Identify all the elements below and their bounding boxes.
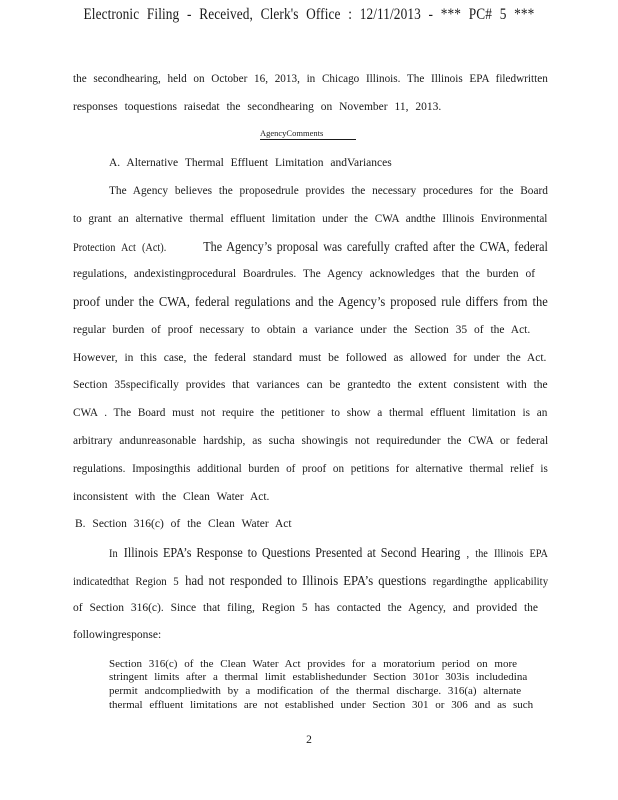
section-a-title: A. Alternative Thermal Effluent Limitation andVariances	[109, 157, 392, 169]
section-a-line-2: to grant an alternative thermal effluent limitation under the CWA andthe Illinois Environmental	[73, 213, 548, 225]
section-a-line-7: However, in this case, the federal standard must be followed as allowed for under the Act.	[73, 352, 547, 364]
response-document-title: Illinois EPA’s Response to Questions Presented at Second Hearing	[123, 545, 461, 560]
section-a-line-4: regulations, andexistingprocedural Boardrules. The Agency acknowledges that the burden of	[73, 268, 536, 280]
section-b-line-1-part-1: In	[109, 548, 124, 560]
section-a-line-11: regulations. Imposingthis additional burden of proof on petitions for alternative thermal relief is	[73, 463, 548, 475]
section-b-line-2-part-2: had not responded to Illinois EPA’s questions	[185, 573, 427, 588]
section-b-line-3: of Section 316(c). Since that filing, Region 5 has contacted the Agency, and provided the	[73, 602, 538, 614]
section-b-line-1	[109, 545, 548, 561]
section-a-line-3-part-1: Protection Act (Act).	[73, 242, 167, 254]
section-a-line-10: arbitrary andunreasonable hardship, as sucha showingis not requiredunder the CWA or federal	[73, 435, 549, 447]
section-a-line-12: inconsistent with the Clean Water Act.	[73, 491, 270, 503]
intro-line-1: the secondhearing, held on October 16, 2013, in Chicago Illinois. The Illinois EPA filedwritten	[73, 73, 548, 85]
section-a-line-6: regular burden of proof necessary to obtain a variance under the Section 35 of the Act.	[73, 324, 531, 336]
quote-line-4: thermal effluent limitations are not established under Section 301 or 306 and as such	[109, 699, 534, 711]
filing-stamp-header: Electronic Filing - Received, Clerk's Office : 12/11/2013 - *** PC# 5 ***	[83, 6, 535, 23]
section-a-line-5: proof under the CWA, federal regulations and the Agency’s proposed rule differs from the	[73, 294, 548, 309]
section-a-line-1: The Agency believes the proposedrule provides the necessary procedures for the Board	[109, 185, 548, 197]
section-b-line-1-part-3: , the Illinois EPA	[460, 548, 549, 560]
section-a-line-8: Section 35specifically provides that variances can be grantedto the extent consistent with the	[73, 379, 548, 391]
quote-line-2: stringent limits after a thermal limit establishedunder Section 301or 303is includedina	[109, 671, 528, 683]
section-b-title: B. Section 316(c) of the Clean Water Act	[75, 518, 292, 530]
page-number: 2	[306, 734, 312, 746]
section-a-line-3	[73, 239, 548, 255]
section-b-line-2	[73, 573, 548, 589]
quote-line-3: permit andcompliedwith by a modification of the thermal discharge. 316(a) alternate	[109, 685, 522, 697]
section-b-line-2-part-3: regardingthe applicability	[426, 576, 549, 588]
section-b-line-2-part-1: indicatedthat Region 5	[73, 576, 186, 588]
section-a-line-3-part-2: The Agency’s proposal was carefully crafted after the CWA, federal	[203, 239, 548, 254]
agency-comments-heading: AgencyComments	[260, 128, 356, 140]
section-a-line-9: CWA . The Board must not require the petitioner to show a thermal effluent limitation is an	[73, 407, 548, 419]
quote-line-1: Section 316(c) of the Clean Water Act provides for a moratorium period on more	[109, 658, 518, 670]
intro-line-2: responses toquestions raisedat the secondhearing on November 11, 2013.	[73, 101, 442, 113]
section-b-line-4: followingresponse:	[73, 629, 162, 641]
